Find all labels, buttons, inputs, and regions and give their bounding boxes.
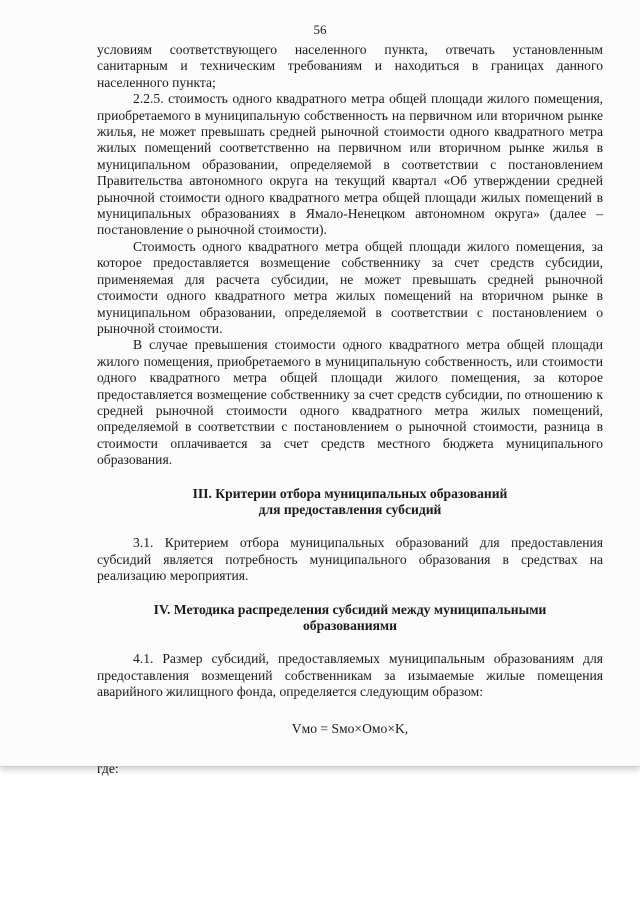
paragraph-cost-excess: В случае превышения стоимости одного квадратного метра общей площади жилого помещения, приобретаемого в муниципальную собственность, или стоимости одного квадратного метра общей площади жилого помещения, за которое предоставляется возмещение собственнику за счет средств субсидии, по отношению к средней рыночной стоимости одного квадратного метра жилых помещений, определяемой в соответствии с постановлением о рыночной стоимости, разница в стоимости оплачивается за счет средств местного бюджета муниципального образования. — [97, 337, 603, 468]
section-4-heading-line-2: образованиями — [302, 618, 398, 633]
page-number: 56 — [313, 22, 327, 37]
document-body — [97, 42, 603, 777]
paragraph-3-1: 3.1. Критерием отбора муниципальных образований для предоставления субсидий является потребность муниципального образования в средствах на реализацию мероприятия. — [97, 535, 603, 584]
subsidy-formula: Vмо = Sмо×Омо×K, — [291, 720, 409, 736]
where-label: где: — [97, 761, 119, 777]
section-3-heading-line-2: для предоставления субсидий — [258, 501, 442, 517]
section-4-heading — [97, 602, 603, 635]
paragraph-cost-limit: Стоимость одного квадратного метра общей площади жилого помещения, за которое предоставляется возмещение собственнику за счет средств субсидии, применяемая для расчета субсидии, не может превышать средней рыночной стоимости одного квадратного метра жилых помещений на вторичном рынке в муниципальном образовании, определяемой в соответствии с постановлением о рыночной стоимости. — [97, 238, 603, 336]
section-3-heading-line-1: III. Критерии отбора муниципальных образований — [192, 485, 508, 501]
section-3-heading — [97, 486, 603, 519]
paragraph-4-1: 4.1. Размер субсидий, предоставляемых муниципальным образованиям для предоставления возмещений собственникам за изымаемые жилые помещения аварийного жилищного фонда, определяется следующим образом: — [97, 651, 603, 700]
section-4-heading-line-1: IV. Методика распределения субсидий между муниципальными — [153, 601, 547, 617]
paragraph-continuation: условиям соответствующего населенного пункта, отвечать установленным санитарным и техническим требованиям и находиться в границах данного населенного пункта; — [97, 42, 603, 90]
paragraph-2-2-5: 2.2.5. стоимость одного квадратного метра общей площади жилого помещения, приобретаемого в муниципальную собственность на первичном или вторичном рынке жилья, не может превышать средней рыночной стоимости одного квадратного метра жилых помещений соответственно на первичном или вторичном рынке жилья в муниципальном образовании, определяемой в соответствии с постановлением Правительства автономного округа на текущий квартал «Об утверждении средней рыночной стоимости одного квадратного метра общей площади жилых помещений в муниципальных образованиях в Ямало-Ненецком автономном округа» (далее – постановление о рыночной стоимости). — [97, 91, 603, 238]
